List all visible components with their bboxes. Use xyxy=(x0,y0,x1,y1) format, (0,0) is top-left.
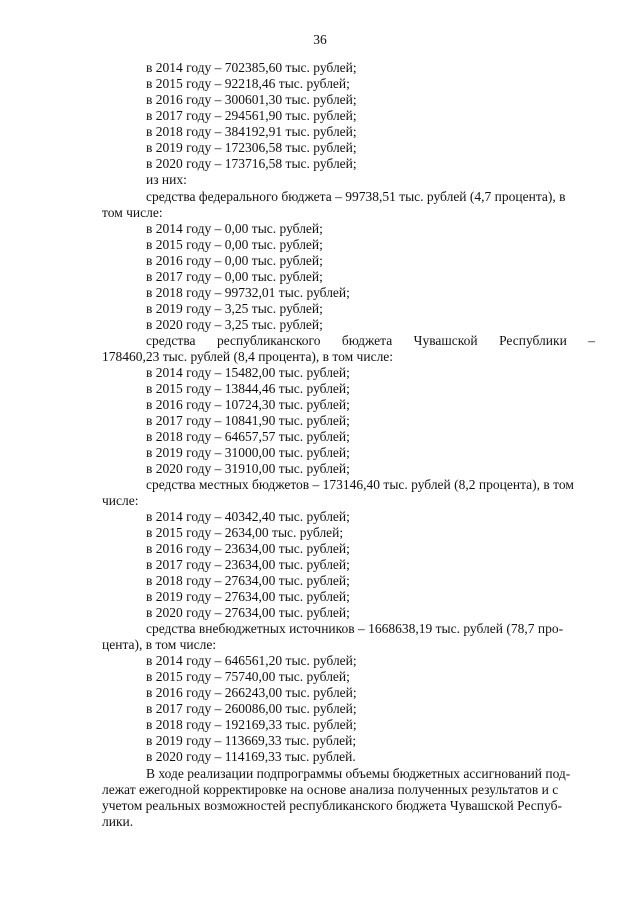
text-line: в 2017 году – 23634,00 тыс. рублей; xyxy=(146,557,350,572)
text-line: средства местных бюджетов – 173146,40 тыс. рублей (8,2 процента), в том xyxy=(146,477,574,492)
text-line: в 2019 году – 113669,33 тыс. рублей; xyxy=(146,733,357,748)
text-line: в 2018 году – 99732,01 тыс. рублей; xyxy=(146,285,350,300)
text-line: том числе: xyxy=(102,205,163,220)
text-line: средства внебюджетных источников – 1668638,19 тыс. рублей (78,7 про- xyxy=(146,621,564,636)
text-line: в 2018 году – 192169,33 тыс. рублей; xyxy=(146,717,357,732)
text-line: в 2020 году – 173716,58 тыс. рублей; xyxy=(146,156,357,171)
text-line: в 2018 году – 27634,00 тыс. рублей; xyxy=(146,573,350,588)
text-line: в 2020 году – 27634,00 тыс. рублей; xyxy=(146,605,350,620)
text-line: из них: xyxy=(146,172,187,187)
text-line: в 2014 году – 15482,00 тыс. рублей; xyxy=(146,365,350,380)
page-number: 36 xyxy=(313,32,327,47)
text-line: в 2016 году – 10724,30 тыс. рублей; xyxy=(146,397,350,412)
text-line: в 2016 году – 300601,30 тыс. рублей; xyxy=(146,92,357,107)
text-line: в 2015 году – 75740,00 тыс. рублей; xyxy=(146,669,350,684)
text-line: в 2019 году – 31000,00 тыс. рублей; xyxy=(146,445,350,460)
text-line: лики. xyxy=(102,814,134,829)
text-line: в 2014 году – 646561,20 тыс. рублей; xyxy=(146,653,357,668)
text-line: цента), в том числе: xyxy=(102,637,217,652)
text-line: в 2014 году – 0,00 тыс. рублей; xyxy=(146,221,323,236)
text-line: в 2019 году – 3,25 тыс. рублей; xyxy=(146,301,323,316)
text-line: в 2017 году – 260086,00 тыс. рублей; xyxy=(146,701,357,716)
text-line: в 2015 году – 92218,46 тыс. рублей; xyxy=(146,76,350,91)
text-line: в 2017 году – 294561,90 тыс. рублей; xyxy=(146,108,357,123)
text-line: в 2016 году – 0,00 тыс. рублей; xyxy=(146,253,323,268)
text-line: в 2020 году – 31910,00 тыс. рублей; xyxy=(146,461,350,476)
text-line: учетом реальных возможностей республиканского бюджета Чувашской Респуб- xyxy=(102,798,562,813)
text-line: в 2015 году – 13844,46 тыс. рублей; xyxy=(146,381,350,396)
text-line: в 2016 году – 23634,00 тыс. рублей; xyxy=(146,541,350,556)
text-line: в 2015 году – 0,00 тыс. рублей; xyxy=(146,237,323,252)
text-line: в 2019 году – 172306,58 тыс. рублей; xyxy=(146,140,357,155)
text-line: 178460,23 тыс. рублей (8,4 процента), в том числе: xyxy=(102,349,394,364)
text-line: в 2014 году – 40342,40 тыс. рублей; xyxy=(146,509,350,524)
text-line: в 2020 году – 3,25 тыс. рублей; xyxy=(146,317,323,332)
text-line: в 2015 году – 2634,00 тыс. рублей; xyxy=(146,525,344,540)
text-line: в 2014 году – 702385,60 тыс. рублей; xyxy=(146,60,357,75)
text-line: в 2018 году – 384192,91 тыс. рублей; xyxy=(146,124,357,139)
text-line: средства федерального бюджета – 99738,51 тыс. рублей (4,7 процента), в xyxy=(146,189,566,204)
text-line: в 2017 году – 10841,90 тыс. рублей; xyxy=(146,413,350,428)
text-line: средства республиканского бюджета Чувашской Республики – xyxy=(146,333,595,348)
text-line: в 2020 году – 114169,33 тыс. рублей. xyxy=(146,749,356,764)
text-line: в 2016 году – 266243,00 тыс. рублей; xyxy=(146,685,357,700)
text-line: лежат ежегодной корректировке на основе анализа полученных результатов и с xyxy=(102,782,559,797)
text-line: в 2017 году – 0,00 тыс. рублей; xyxy=(146,269,323,284)
text-line: В ходе реализации подпрограммы объемы бюджетных ассигнований под- xyxy=(146,766,571,781)
text-line: числе: xyxy=(102,493,139,508)
text-line: в 2019 году – 27634,00 тыс. рублей; xyxy=(146,589,350,604)
text-line: в 2018 году – 64657,57 тыс. рублей; xyxy=(146,429,350,444)
